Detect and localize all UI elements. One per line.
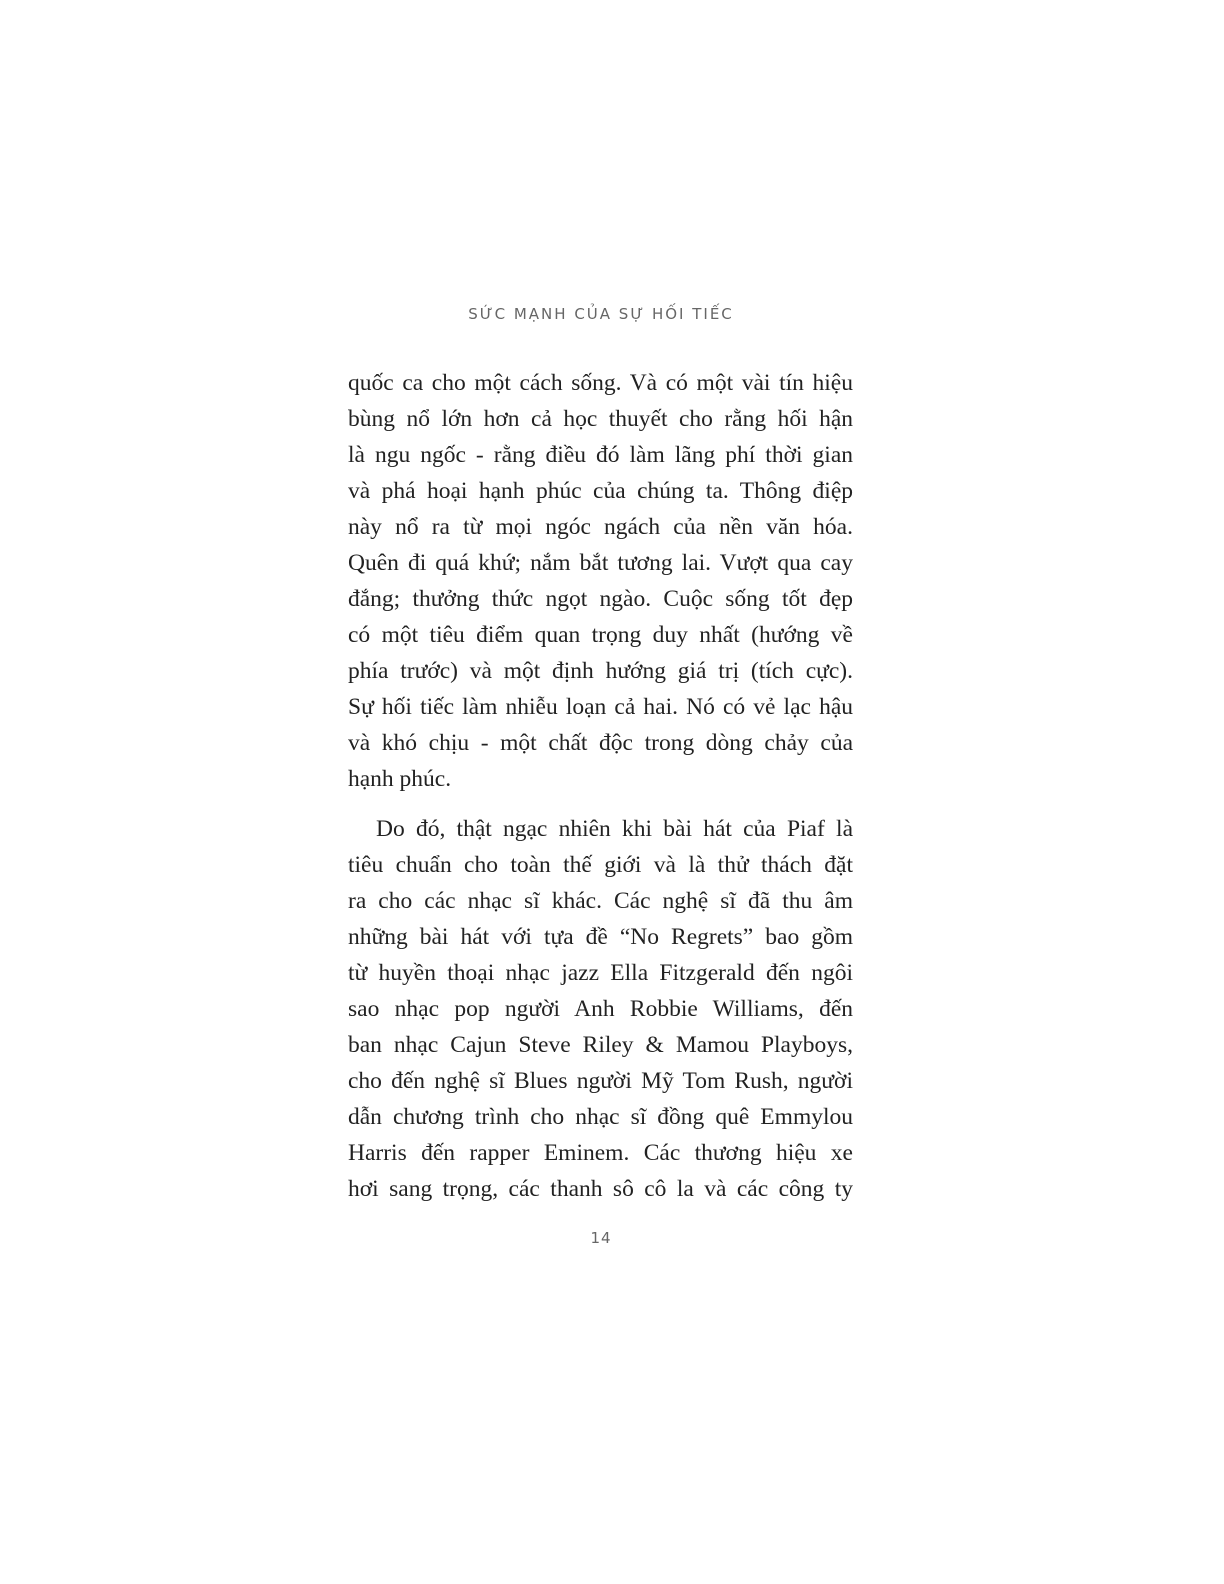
- text-line: Sự hối tiếc làm nhiễu loạn cả hai. Nó có vẻ lạc hậu: [348, 694, 853, 720]
- text-line: ra cho các nhạc sĩ khác. Các nghệ sĩ đã thu âm: [348, 888, 853, 914]
- text-line: và phá hoại hạnh phúc của chúng ta. Thông điệp: [348, 478, 853, 504]
- text-line: hơi sang trọng, các thanh sô cô la và các công ty: [348, 1176, 853, 1202]
- text-line: Do đó, thật ngạc nhiên khi bài hát của Piaf là: [376, 816, 853, 842]
- text-line: ban nhạc Cajun Steve Riley & Mamou Playboys,: [348, 1032, 853, 1058]
- paragraph-1: [348, 365, 853, 797]
- text-line: Quên đi quá khứ; nắm bắt tương lai. Vượt qua cay: [348, 550, 853, 576]
- text-line: từ huyền thoại nhạc jazz Ella Fitzgerald đến ngôi: [348, 960, 853, 986]
- text-line: đắng; thưởng thức ngọt ngào. Cuộc sống tốt đẹp: [348, 586, 853, 612]
- text-line: những bài hát với tựa đề “No Regrets” bao gồm: [348, 924, 853, 950]
- body-text: [348, 365, 853, 1207]
- text-line: Harris đến rapper Eminem. Các thương hiệu xe: [348, 1140, 853, 1166]
- text-line: tiêu chuẩn cho toàn thế giới và là thử thách đặt: [348, 852, 853, 878]
- page-number: 14: [590, 1229, 612, 1247]
- text-line: cho đến nghệ sĩ Blues người Mỹ Tom Rush, người: [348, 1068, 853, 1094]
- running-header: SỨC MẠNH CỦA SỰ HỐI TIẾC: [468, 305, 734, 323]
- text-line: phía trước) và một định hướng giá trị (tích cực).: [348, 658, 853, 684]
- text-line: và khó chịu - một chất độc trong dòng chảy của: [348, 730, 853, 756]
- paragraph-2: [348, 811, 853, 1207]
- text-line: là ngu ngốc - rằng điều đó làm lãng phí thời gian: [348, 442, 853, 468]
- text-line: bùng nổ lớn hơn cả học thuyết cho rằng hối hận: [348, 406, 853, 432]
- text-line: hạnh phúc.: [348, 766, 452, 792]
- text-line: sao nhạc pop người Anh Robbie Williams, đến: [348, 996, 853, 1022]
- text-line: quốc ca cho một cách sống. Và có một vài tín hiệu: [348, 370, 853, 396]
- text-line: dẫn chương trình cho nhạc sĩ đồng quê Emmylou: [348, 1104, 853, 1130]
- text-line: có một tiêu điểm quan trọng duy nhất (hướng về: [348, 622, 853, 648]
- text-line: này nổ ra từ mọi ngóc ngách của nền văn hóa.: [348, 514, 853, 540]
